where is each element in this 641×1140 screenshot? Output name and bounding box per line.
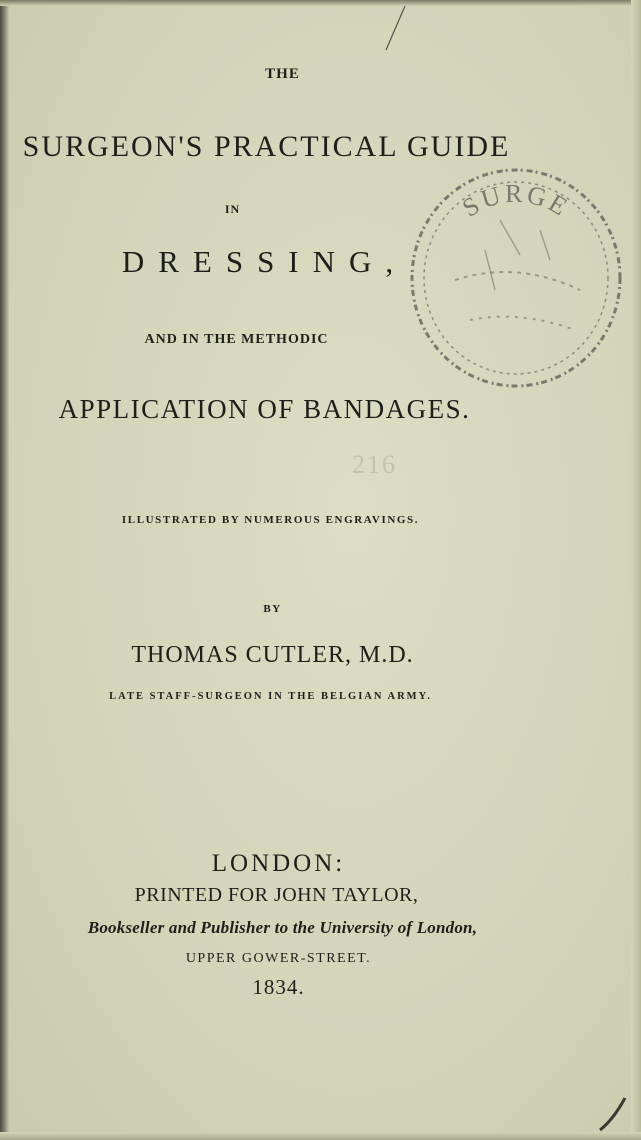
publication-year: 1834. xyxy=(252,975,305,999)
title-line-4: APPLICATION OF BANDAGES. xyxy=(58,394,471,424)
publisher-city: LONDON: xyxy=(211,850,346,877)
corner-ink-mark xyxy=(595,1090,635,1135)
page-bottom-edge xyxy=(0,1132,641,1140)
page-top-edge xyxy=(0,0,641,6)
title-in: IN xyxy=(224,202,241,216)
bookseller-line: Bookseller and Publisher to the University of London, xyxy=(87,918,478,937)
svg-text:SURGE xyxy=(457,179,574,223)
page-binding-edge xyxy=(0,0,9,1140)
printer-line: PRINTED FOR JOHN TAYLOR, xyxy=(134,884,419,906)
svg-text:216: 216 xyxy=(352,450,397,479)
author-rank: LATE STAFF-SURGEON IN THE BELGIAN ARMY. xyxy=(109,691,432,702)
street-address: UPPER GOWER-STREET. xyxy=(185,951,372,966)
title-line-3: AND IN THE METHODIC xyxy=(144,332,329,347)
library-stamp xyxy=(400,160,632,395)
page-right-edge xyxy=(631,0,641,1140)
title-line-1: SURGEON'S PRACTICAL GUIDE xyxy=(22,130,511,163)
pencil-mark xyxy=(380,4,410,54)
illustrated-note: ILLUSTRATED BY NUMEROUS ENGRAVINGS. xyxy=(121,514,420,526)
stamp-text: SURGE xyxy=(457,178,575,223)
title-the: THE xyxy=(265,66,300,82)
author-name: THOMAS CUTLER, M.D. xyxy=(131,642,414,668)
pencil-shelfmark xyxy=(348,445,408,485)
title-line-2: DRESSING, xyxy=(121,244,408,279)
by-label: BY xyxy=(263,603,282,615)
